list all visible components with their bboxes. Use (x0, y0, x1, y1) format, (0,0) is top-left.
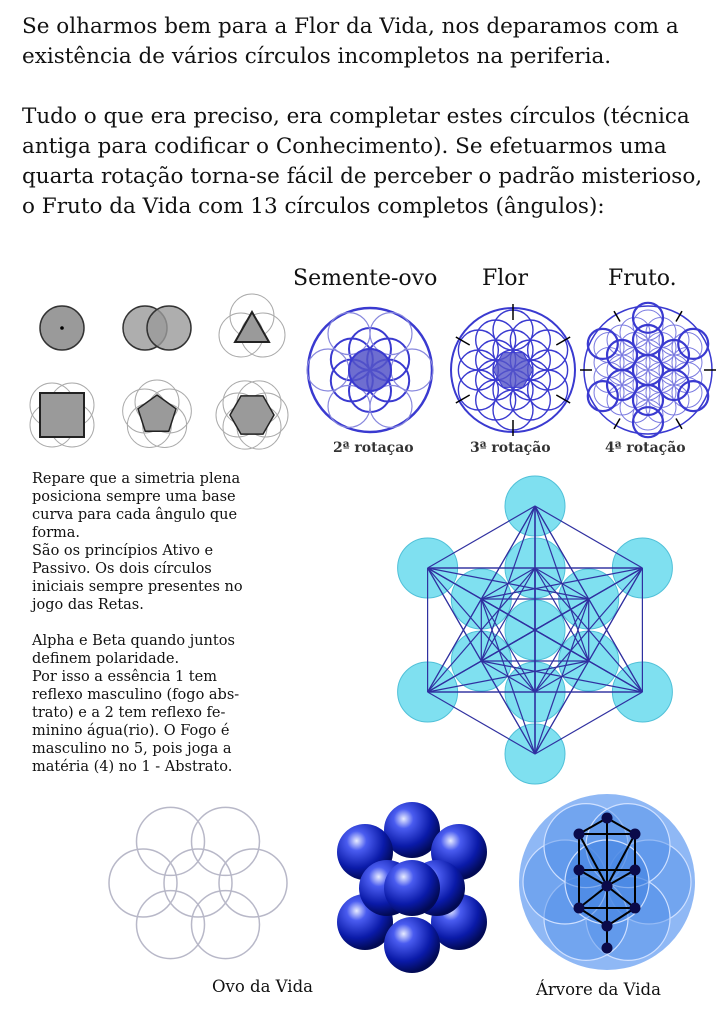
center-hexagon (493, 353, 533, 388)
side-note-line: Por isso a essência 1 tem (32, 669, 217, 685)
egg-circle (109, 849, 177, 917)
side-note-line: reflexo masculino (fogo abs- (32, 687, 240, 703)
pentagon-shape (138, 395, 176, 431)
intro-p1-line2: existência de vários círculos incompletos na periferia. (22, 44, 612, 69)
side-note-line: Repare que a simetria plena (32, 471, 241, 487)
side-note-line (32, 614, 262, 632)
side-note-line: minino água(rio). O Fogo é (32, 723, 230, 739)
rotation-2-label: 2ª rotaçao (333, 440, 414, 456)
rotation-3-label: 3ª rotação (470, 440, 551, 456)
rotation-4-label: 4ª rotação (605, 440, 686, 456)
side-note-line: jogo das Retas. (32, 597, 144, 613)
intro-p2-line1: Tudo o que era preciso, era completar estes círculos (técnica (22, 104, 690, 129)
intro-p1-line1: Se olharmos bem para a Flor da Vida, nos deparamos com a (22, 14, 679, 39)
intro-p2-line4: o Fruto da Vida com 13 círculos completos (ângulos): (22, 194, 605, 219)
blue-sphere (384, 917, 440, 973)
flower-of-life-diagram (443, 300, 583, 440)
egg-of-life-caption: Ovo da Vida (212, 977, 313, 996)
egg-circle (164, 849, 232, 917)
geometry-progression-illustration (22, 290, 292, 460)
blue-sphere (384, 860, 440, 916)
side-note-line: iniciais sempre presentes no (32, 579, 243, 595)
intro-paragraph-1 (22, 12, 712, 72)
side-note-line: trato) e a 2 tem reflexo fe- (32, 705, 226, 721)
intro-paragraph-2 (22, 102, 712, 222)
center-filled-circle (349, 349, 391, 391)
side-note-line: Passivo. Os dois círculos (32, 561, 212, 577)
sephira-node (630, 903, 641, 914)
stage-flower-label: Flor (482, 266, 529, 291)
blue-spheres-illustration (325, 800, 500, 975)
side-note-line: Alpha e Beta quando juntos (32, 633, 235, 649)
sephira-node (602, 881, 613, 892)
square-shape (40, 393, 84, 437)
metatron-cube-diagram (365, 470, 705, 790)
sephira-node (630, 865, 641, 876)
side-note-line: masculino no 5, pois joga a (32, 741, 232, 757)
sephira-node (602, 813, 613, 824)
stage-seed-label: Semente-ovo (293, 266, 438, 291)
side-note-line: matéria (4) no 1 - Abstrato. (32, 759, 233, 775)
egg-circle (137, 891, 205, 959)
side-note-line: São os princípios Ativo e (32, 543, 214, 559)
egg-circle (137, 807, 205, 875)
sephira-node (574, 903, 585, 914)
sephira-node (602, 921, 613, 932)
egg-circle (192, 807, 260, 875)
sephira-node (574, 829, 585, 840)
side-note-line: posiciona sempre uma base (32, 489, 236, 505)
egg-of-life-diagram (103, 805, 293, 965)
side-note (32, 470, 262, 776)
egg-circle (219, 849, 287, 917)
pattern-circle (307, 349, 349, 391)
intro-p2-line2: antiga para codificar o Conhecimento). Se efetuarmos uma (22, 134, 667, 159)
sephira-node (574, 865, 585, 876)
pattern-circle (391, 349, 433, 391)
sephira-node (602, 943, 613, 954)
intro-p2-line3: quarta rotação torna-se fácil de perceber o padrão misterioso, (22, 164, 703, 189)
tree-of-life-caption: Árvore da Vida (536, 980, 661, 999)
side-note-line: forma. (32, 525, 81, 541)
side-note-line: definem polaridade. (32, 651, 180, 667)
side-note-line: curva para cada ângulo que (32, 507, 238, 523)
stage-fruit-label: Fruto. (608, 266, 677, 291)
egg-circle (192, 891, 260, 959)
tree-of-life-diagram (515, 790, 700, 975)
center-dot (60, 326, 64, 330)
triangle-shape (235, 312, 269, 342)
sephira-node (630, 829, 641, 840)
seed-of-life-diagram (300, 300, 440, 440)
fruit-of-life-diagram (578, 300, 718, 440)
circle-shape (147, 306, 191, 350)
